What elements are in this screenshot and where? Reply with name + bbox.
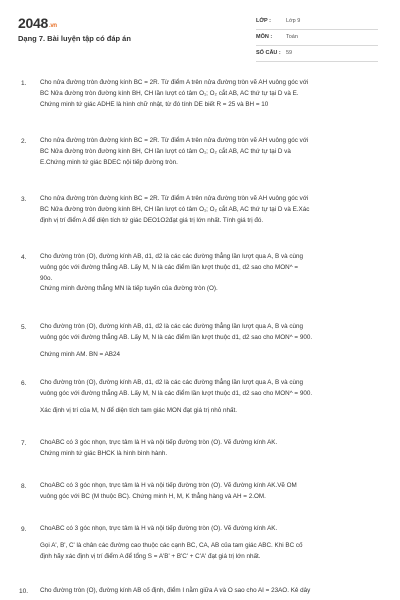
question-line: Chứng minh tứ giác BHCK là hình bình hành. [40, 449, 168, 457]
question-line: Chứng minh đường thẳng MN là tiếp tuyến của đường tròn (O). [40, 285, 218, 293]
question-line: E.Chứng minh tứ giác BDEC nội tiếp đường tròn. [40, 158, 178, 166]
logo-main: 2048 [18, 15, 48, 31]
question-line: vuông góc với đường thẳng AB. Lấy M, N là các điểm lần lượt thuộc d1, d2 sao cho MON^ = 900. [40, 389, 313, 397]
meta-label: SỐ CÂU : [256, 50, 281, 56]
question-number: 4. [21, 254, 27, 261]
question-line: BC Nửa đường tròn đường kính BH, CH lần lượt có tâm O₁; O₂ cắt AB, AC thứ tự tại D và E.Xác [40, 205, 310, 213]
question-text [40, 78, 380, 110]
question-text [40, 378, 380, 416]
question-line: Cho đường tròn (O), đường kính AB, d1, d2 là các các đường thẳng lần lượt qua A, B và cùng [40, 379, 304, 386]
question-number: 7. [21, 440, 27, 447]
logo-domain: .vn [48, 23, 57, 29]
question-text [40, 586, 380, 597]
question-line: Cho nửa đường tròn đường kính BC = 2R. Từ điểm A trên nửa đường tròn vẽ AH vuông góc với [40, 195, 309, 202]
question-number: 8. [21, 483, 27, 490]
page-title: Dạng 7. Bài luyện tập có đáp án [18, 34, 131, 43]
question-line: BC Nửa đường tròn đường kính BH, CH lần lượt có tâm O₁; O₂ cắt AB, AC thứ tự tại D và E. [40, 89, 299, 97]
question-line: vuông góc với đường thẳng AB. Lấy M, N là các điểm lần lượt thuộc d1, d2 sao cho MON^ = 900. [40, 333, 313, 341]
question-line: Cho đường tròn (O), đường kính AB, d1, d2 là các các đường thẳng lần lượt qua A, B và cùng [40, 253, 304, 260]
meta-label: MÔN : [256, 34, 273, 40]
question-line: Cho đường tròn (O), đường kính AB cố định, điểm I nằm giữa A và O sao cho AI = 23AO. Kẻ dây [40, 587, 311, 594]
question-line: vuông góc với đường thẳng AB. Lấy M, N là các điểm lần lượt thuộc d1, d2 sao cho MON^ = [40, 263, 299, 271]
meta-value: 59 [286, 50, 293, 56]
question-line: 90o. [40, 274, 53, 282]
question-line: vuông góc với BC (M thuộc BC). Chứng minh H, M, K thẳng hàng và AH = 2.OM. [40, 492, 266, 500]
meta-row-subject [256, 29, 378, 46]
question-line: ChoABC có 3 góc nhọn, trực tâm là H và nội tiếp đường tròn (O). Vẽ đường kính AK.Vẽ OM [40, 482, 297, 489]
question-line: Cho đường tròn (O), đường kính AB, d1, d2 là các các đường thẳng lần lượt qua A, B và cùng [40, 323, 304, 330]
meta-row-count [256, 45, 378, 62]
question-line: Cho nửa đường tròn đường kính BC = 2R. Từ điểm A trên nửa đường tròn vẽ AH vuông góc với [40, 137, 309, 144]
question-line: Chứng minh AM. BN = AB24 [40, 350, 120, 358]
question-line: BC Nửa đường tròn đường kính BH, CH lần lượt có tâm O₁; O₂ cắt AB, AC thứ tự tại D và [40, 147, 291, 155]
question-line: ChoABC có 3 góc nhọn, trực tâm là H và nội tiếp đường tròn (O). Vẽ đường kính AK. [40, 439, 278, 446]
meta-label: LỚP : [256, 18, 271, 24]
meta-value: Toán [286, 34, 298, 40]
question-line: Cho nửa đường tròn đường kính BC = 2R. Từ điểm A trên nửa đường tròn vẽ AH vuông góc với [40, 79, 309, 86]
question-line: Xác định vị trí của M, N để diện tích tam giác MON đạt giá trị nhỏ nhất. [40, 406, 238, 414]
question-text [40, 481, 380, 503]
question-text [40, 252, 380, 295]
logo[interactable] [18, 15, 57, 31]
header [0, 0, 400, 68]
question-number: 6. [21, 380, 27, 387]
question-text [40, 194, 380, 226]
question-line: ChoABC có 3 góc nhọn, trực tâm là H và nội tiếp đường tròn (O). Vẽ đường kính AK. [40, 525, 278, 532]
question-number: 10. [19, 588, 29, 595]
question-number: 5. [21, 324, 27, 331]
question-text [40, 524, 380, 562]
question-text [40, 136, 380, 168]
question-number: 1. [21, 80, 27, 87]
question-line: Gọi A', B', C' là chân các đường cao thuộc các cạnh BC, CA, AB của tam giác ABC. Khi BC cố [40, 541, 303, 549]
question-text [40, 438, 380, 460]
question-line: định vị trí điểm A để diện tích tứ giác DEO1O2đạt giá trị lớn nhất. Tính giá trị đó. [40, 216, 264, 224]
meta-row-class [256, 13, 378, 30]
question-number: 3. [21, 196, 27, 203]
question-number: 9. [21, 526, 27, 533]
question-number: 2. [21, 138, 27, 145]
question-text [40, 322, 380, 360]
meta-value: Lớp 9 [286, 18, 301, 24]
question-line: Chứng minh tứ giác ADHE là hình chữ nhật, từ đó tính DE biết R = 25 và BH = 10 [40, 100, 269, 108]
question-line: định hãy xác định vị trí điểm A để tổng S = A'B' + B'C' + C'A' đạt giá trị lớn nhất. [40, 552, 261, 560]
